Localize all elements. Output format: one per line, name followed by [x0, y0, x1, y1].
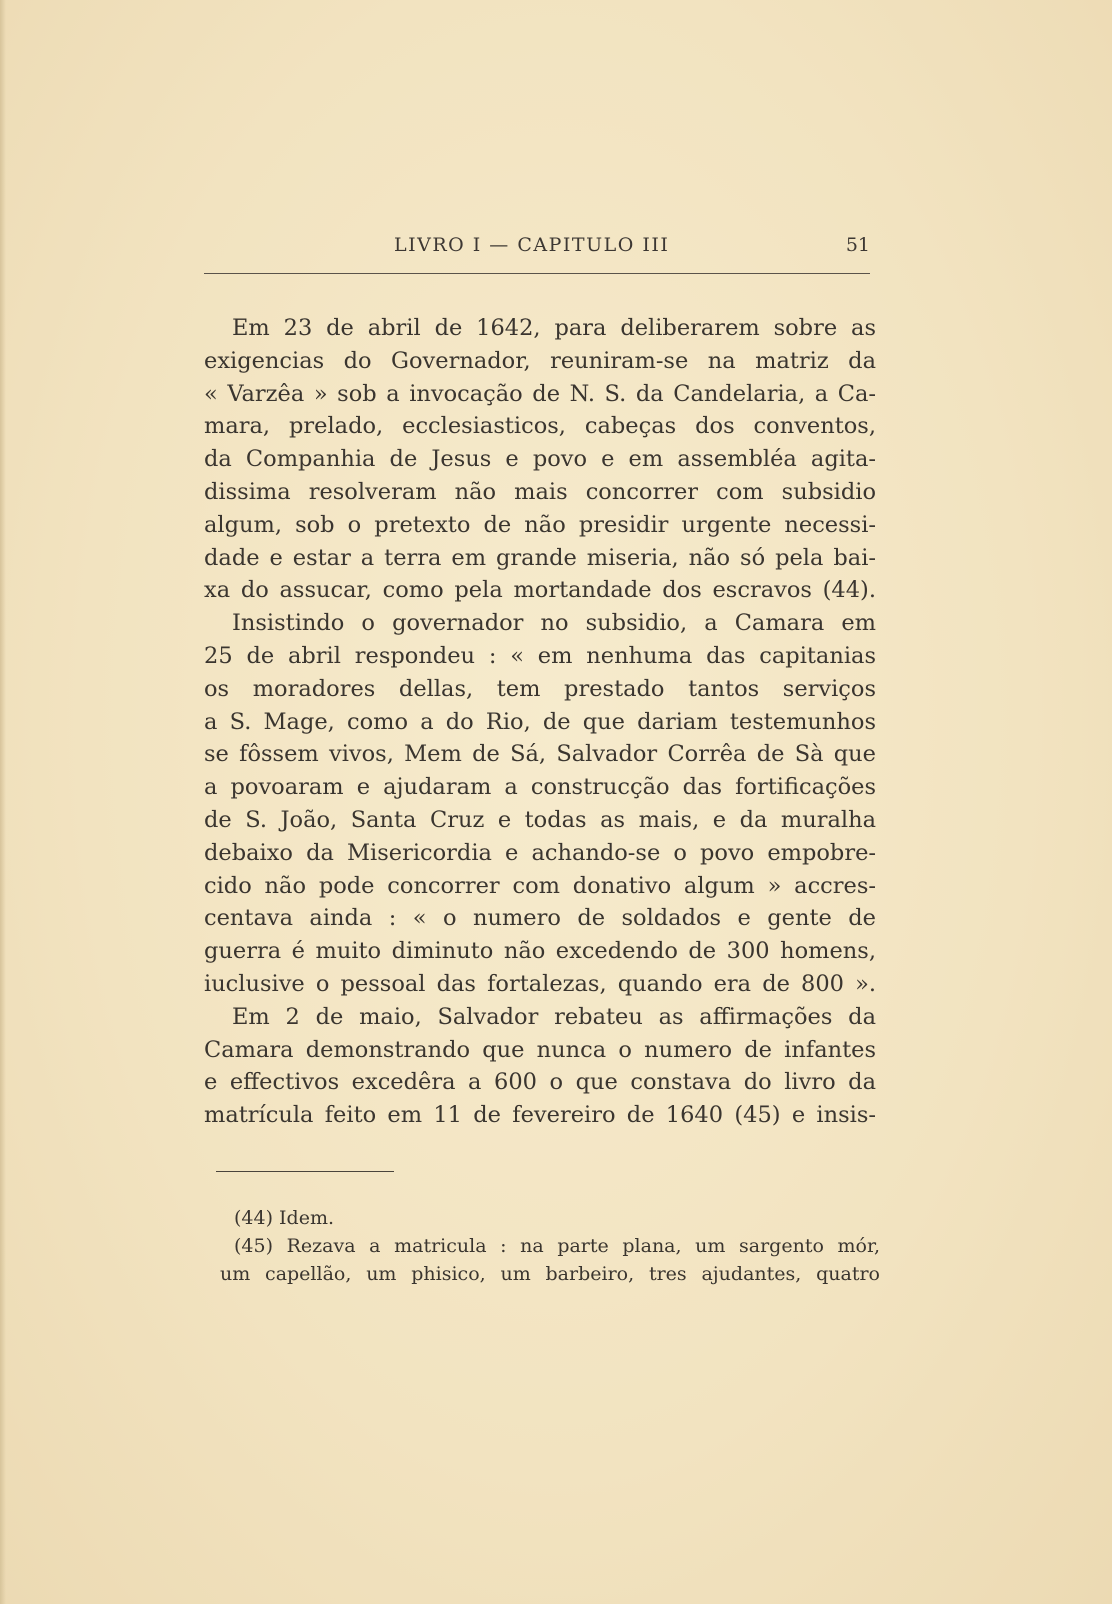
body-line: exigencias do Governador, reuniram-se na matriz da: [204, 347, 876, 374]
body-line: iuclusive o pessoal das fortalezas, quando era de 800 ».: [204, 970, 876, 997]
page-number: 51: [845, 234, 870, 256]
body-line: a povoaram e ajudaram a construcção das fortificações: [204, 774, 876, 801]
body-line: xa do assucar, como pela mortandade dos escravos (44).: [204, 577, 876, 604]
body-line: e effectivos excedêra a 600 o que constava do livro da: [204, 1069, 876, 1096]
footnote-line: (45) Rezava a matricula : na parte plana, um sargento mór,: [234, 1235, 880, 1257]
body-line: os moradores dellas, tem prestado tantos serviços: [204, 675, 876, 702]
running-header: [204, 234, 870, 264]
body-line: de S. João, Santa Cruz e todas as mais, e da muralha: [204, 806, 876, 833]
footnote-line: um capellão, um phisico, um barbeiro, tres ajudantes, quatro: [220, 1263, 880, 1285]
body-line: « Varzêa » sob a invocação de N. S. da Candelaria, a Ca-: [204, 380, 876, 407]
page-edge-shadow: [0, 0, 6, 1604]
body-line: debaixo da Misericordia e achando-se o povo empobre-: [204, 839, 876, 866]
body-line: Insistindo o governador no subsidio, a Camara em: [232, 610, 876, 637]
body-line: 25 de abril respondeu : « em nenhuma das capitanias: [204, 642, 876, 669]
footnote-line: (44) Idem.: [234, 1207, 335, 1229]
body-line: a S. Mage, como a do Rio, de que dariam testemunhos: [204, 708, 876, 735]
body-text: [204, 312, 876, 1132]
running-title: LIVRO I — CAPITULO III: [394, 234, 670, 256]
body-line: Em 23 de abril de 1642, para deliberarem sobre as: [232, 315, 876, 341]
footnote-rule: [216, 1171, 394, 1172]
body-line: da Companhia de Jesus e povo e em assembléa agita-: [204, 446, 876, 473]
body-line: algum, sob o pretexto de não presidir urgente necessi-: [204, 511, 876, 538]
body-line: matrícula feito em 11 de fevereiro de 1640 (45) e insis-: [204, 1102, 876, 1129]
body-line: mara, prelado, ecclesiasticos, cabeças dos conventos,: [204, 413, 876, 440]
body-line: centava ainda : « o numero de soldados e gente de: [204, 905, 876, 932]
footnotes: [220, 1204, 880, 1288]
body-line: se fôssem vivos, Mem de Sá, Salvador Corrêa de Sà que: [204, 741, 876, 768]
body-line: dade e estar a terra em grande miseria, não só pela bai-: [204, 544, 876, 571]
body-line: guerra é muito diminuto não excedendo de 300 homens,: [204, 938, 876, 965]
body-line: dissima resolveram não mais concorrer com subsidio: [204, 478, 876, 505]
body-line: cido não pode concorrer com donativo algum » accres-: [204, 872, 876, 899]
body-line: Camara demonstrando que nunca o numero de infantes: [204, 1036, 876, 1063]
header-rule: [204, 273, 870, 274]
body-line: Em 2 de maio, Salvador rebateu as affirmações da: [232, 1003, 876, 1030]
